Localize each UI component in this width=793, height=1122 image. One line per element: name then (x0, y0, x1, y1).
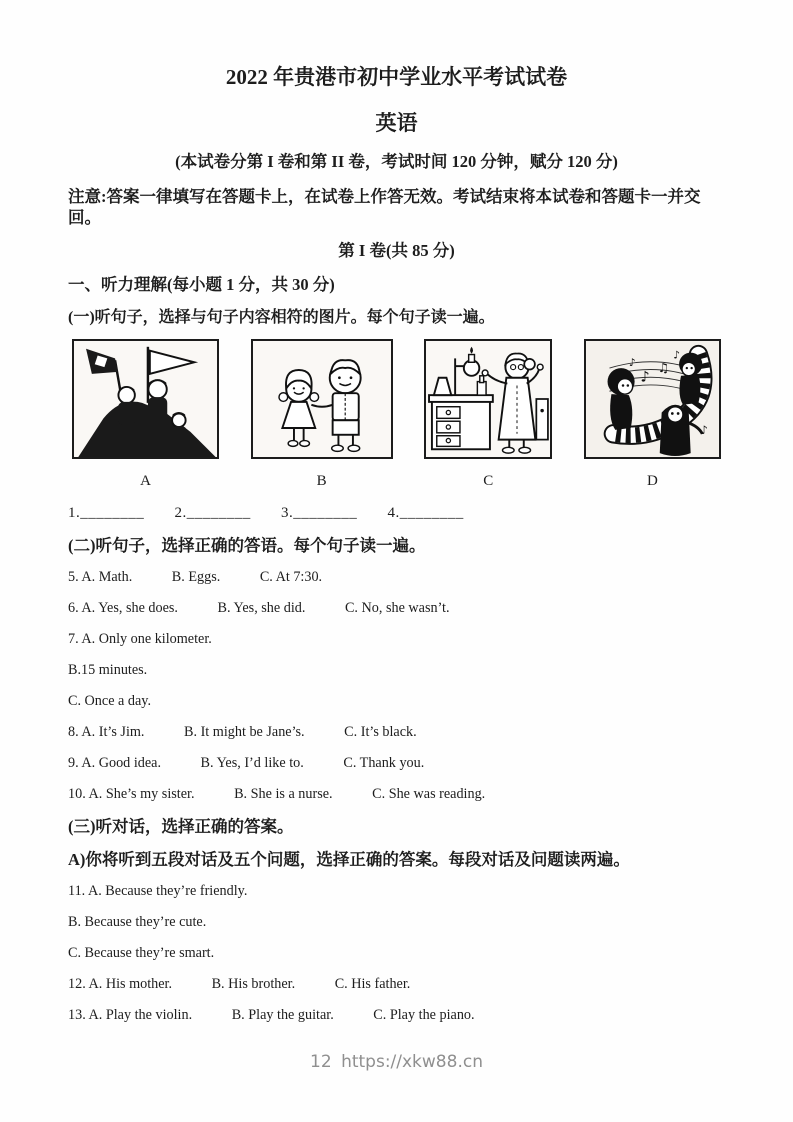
picture-option-c (424, 339, 552, 459)
children-playing-music-illustration (586, 341, 719, 457)
svg-text:♪: ♪ (628, 356, 636, 370)
picture-option-a (72, 339, 219, 459)
picture-option-d (584, 339, 721, 459)
option: C. Play the piano. (373, 1007, 475, 1023)
option: 7. A. Only one kilometer. (68, 631, 212, 647)
answer-blank-2: 2.________ (174, 505, 251, 521)
question-line-10 (68, 779, 725, 810)
page-number: 12 (310, 1052, 332, 1072)
option: B. It might be Jane’s. (184, 724, 305, 740)
part1-instruction: (一)听句子，选择与句子内容相符的图片。每个句子读一遍。 (68, 309, 495, 326)
option: B. Because they’re cute. (68, 914, 207, 930)
option: B. She is a nurse. (234, 786, 333, 802)
footer-url[interactable]: https://xkw88.cn (341, 1052, 483, 1072)
option: C. His father. (334, 976, 411, 992)
question-line-9 (68, 748, 725, 779)
picture-label-a: A (140, 473, 151, 489)
option: C. Because they’re smart. (68, 945, 215, 961)
chemistry-experiment-illustration (426, 341, 550, 457)
answer-blanks-row (68, 505, 725, 522)
answer-blank-4: 4.________ (387, 505, 464, 521)
answer-blank-3: 3.________ (281, 505, 358, 521)
notice-line: 注意:答案一律填写在答题卡上，在试卷上作答无效。考试结束将本试卷和答题卡一并交回。 (68, 187, 701, 227)
option: 10. A. She’s my sister. (68, 786, 195, 802)
section-listening-heading: 一、听力理解(每小题 1 分，共 30 分) (68, 275, 335, 294)
question-line-13 (68, 1000, 725, 1031)
option: C. Thank you. (343, 755, 425, 771)
question-line-6 (68, 593, 725, 624)
svg-text:♫: ♫ (657, 359, 670, 375)
option: 8. A. It’s Jim. (68, 724, 145, 740)
option: C. She was reading. (372, 786, 486, 802)
question-line-7c (68, 686, 725, 717)
part3-instruction: (三)听对话，选择正确的答案。 (68, 817, 294, 836)
part3-questions (68, 876, 725, 1031)
option: C. At 7:30. (259, 569, 323, 585)
option: 6. A. Yes, she does. (68, 600, 178, 616)
question-line-7b (68, 655, 725, 686)
option: 13. A. Play the violin. (68, 1007, 193, 1023)
option: B. Yes, she did. (217, 600, 306, 616)
svg-text:♪: ♪ (673, 348, 681, 362)
question-line-11a (68, 876, 725, 907)
question-line-7a (68, 624, 725, 655)
picture-label-c: C (483, 473, 494, 489)
picture-label-b: B (316, 473, 327, 489)
option: B. His brother. (211, 976, 296, 992)
part2-questions (68, 562, 725, 810)
option: 9. A. Good idea. (68, 755, 161, 771)
question-line-11c (68, 938, 725, 969)
question-line-8 (68, 717, 725, 748)
picture-label-d: D (647, 473, 658, 489)
volume-heading: 第 I 卷(共 85 分) (338, 241, 455, 260)
option: B. Play the guitar. (231, 1007, 334, 1023)
svg-text:♪: ♪ (640, 369, 650, 386)
picture-labels (68, 473, 725, 490)
option: C. It’s black. (344, 724, 417, 740)
question-line-5 (68, 562, 725, 593)
girl-and-boy-illustration (253, 341, 391, 457)
option: 5. A. Math. (68, 569, 133, 585)
option: B. Eggs. (171, 569, 221, 585)
part2-instruction: (二)听句子，选择正确的答语。每个句子读一遍。 (68, 536, 426, 555)
page-footer (0, 1052, 793, 1072)
picture-option-b (251, 339, 393, 459)
option: 11. A. Because they’re friendly. (68, 883, 248, 899)
option: B.15 minutes. (68, 662, 148, 678)
option: C. No, she wasn’t. (344, 600, 450, 616)
option: C. Once a day. (68, 693, 151, 709)
question-line-11b (68, 907, 725, 938)
option: 12. A. His mother. (68, 976, 173, 992)
answer-blank-1: 1.________ (68, 505, 145, 521)
mountain-flags-illustration (74, 341, 217, 457)
picture-options-row (68, 339, 725, 461)
page-title: 2022 年贵港市初中学业水平考试试卷 (225, 65, 568, 89)
svg-text:♪: ♪ (700, 422, 708, 437)
subject-title: 英语 (375, 111, 418, 135)
exam-info-line: (本试卷分第 I 卷和第 II 卷，考试时间 120 分钟，赋分 120 分) (175, 152, 618, 171)
option: B. Yes, I’d like to. (200, 755, 304, 771)
part3-sub-instruction: A)你将听到五段对话及五个问题，选择正确的答案。每段对话及问题读两遍。 (68, 850, 630, 869)
question-line-12 (68, 969, 725, 1000)
